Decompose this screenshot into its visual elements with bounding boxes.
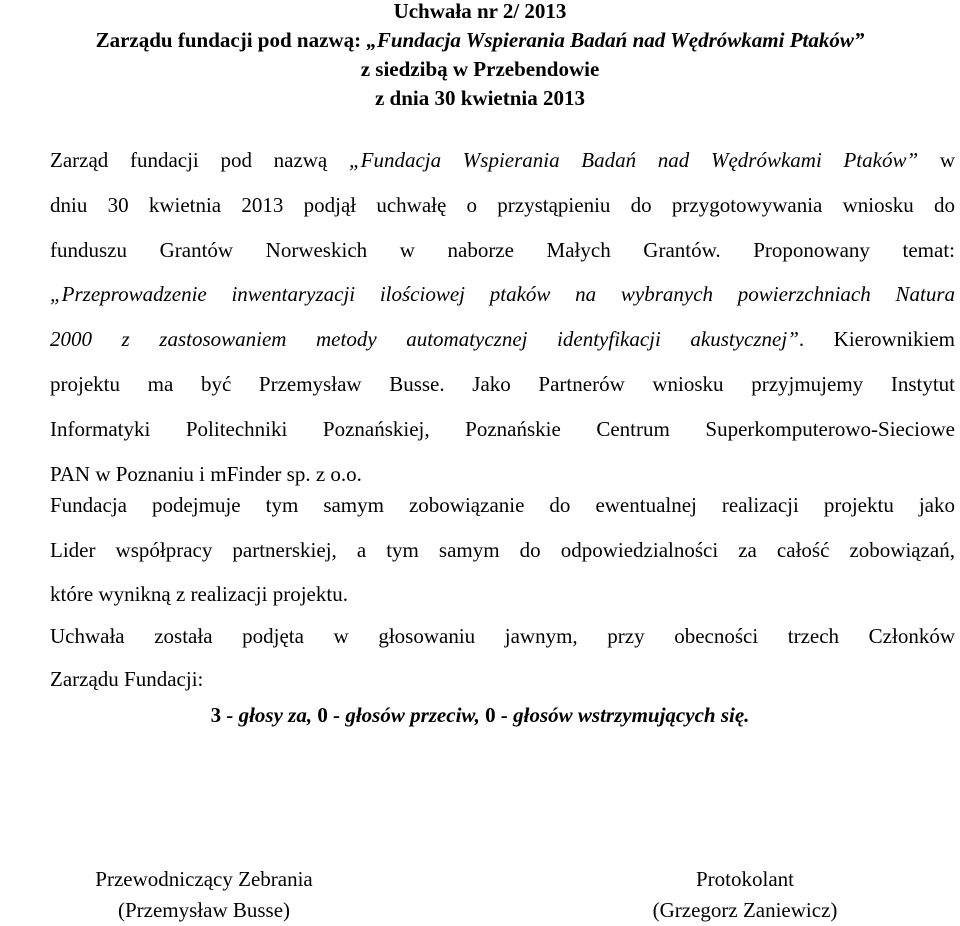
signature-title: Przewodniczący Zebrania xyxy=(95,867,313,891)
project-title-line: 2000 z zastosowaniem metody automatycznej identyfikacji akustycznej”. Kierownikiem xyxy=(50,327,955,352)
text-line: PAN w Poznaniu i mFinder sp. z o.o. xyxy=(50,461,362,486)
text-line: funduszu Grantów Norweskich w naborze Małych Grantów. Proponowany temat: xyxy=(50,237,955,262)
signature-title: Protokolant xyxy=(696,867,794,891)
votes-for-count: 3 xyxy=(210,703,222,727)
text-line: Lider współpracy partnerskiej, a tym samym do odpowiedzialności za całość zobowiązań, xyxy=(50,537,955,562)
paragraph-voting xyxy=(5,615,955,701)
votes-against-count: 0 xyxy=(317,703,328,727)
paragraph-commitment xyxy=(5,483,955,617)
text-line: Zarządu Fundacji: xyxy=(50,667,204,691)
board-name-line: Zarządu fundacji pod nazwą: „Fundacja Wspierania Badań nad Wędrówkami Ptaków” xyxy=(95,28,865,52)
text-line: dniu 30 kwietnia 2013 podjął uchwałę o przystąpieniu do przygotowywania wniosku do xyxy=(50,192,955,217)
text-line: Fundacja podejmuje tym samym zobowiązanie do ewentualnej realizacji projektu jako xyxy=(50,493,955,517)
signature-chairman xyxy=(72,864,336,926)
text-line: Zarząd fundacji pod nazwą „Fundacja Wspierania Badań nad Wędrówkami Ptaków” w xyxy=(50,148,955,172)
signature-name: (Przemysław Busse) xyxy=(117,898,291,922)
votes-abstain-count: 0 xyxy=(485,703,496,727)
text-line: Informatyki Politechniki Poznańskiej, Poznańskie Centrum Superkomputerowo-Sieciowe xyxy=(50,416,955,441)
vote-result xyxy=(0,703,960,728)
foundation-name: „Fundacja Wspierania Badań nad Wędrówkami Ptaków” xyxy=(366,28,865,52)
date-line: z dnia 30 kwietnia 2013 xyxy=(374,86,586,110)
text-line: które wynikną z realizacji projektu. xyxy=(50,582,348,606)
votes-against-label: - głosów przeciw, xyxy=(333,703,480,727)
signature-recorder xyxy=(630,864,860,926)
resolution-number: Uchwała nr 2/ 2013 xyxy=(393,0,567,23)
text-line: projektu ma być Przemysław Busse. Jako Partnerów wniosku przyjmujemy Instytut xyxy=(50,371,955,396)
votes-for-label: - głosy za, xyxy=(226,703,313,727)
votes-abstain-label: - głosów wstrzymujących się. xyxy=(500,703,750,727)
paragraph-decision xyxy=(5,138,955,496)
signature-name: (Grzegorz Zaniewicz) xyxy=(652,898,838,922)
seat-line: z siedzibą w Przebendowie xyxy=(360,57,600,81)
project-title-line: „Przeprowadzenie inwentaryzacji ilościowej ptaków na wybranych powierzchniach Natura xyxy=(50,282,955,307)
text-line: Uchwała została podjęta w głosowaniu jawnym, przy obecności trzech Członków xyxy=(50,624,955,648)
